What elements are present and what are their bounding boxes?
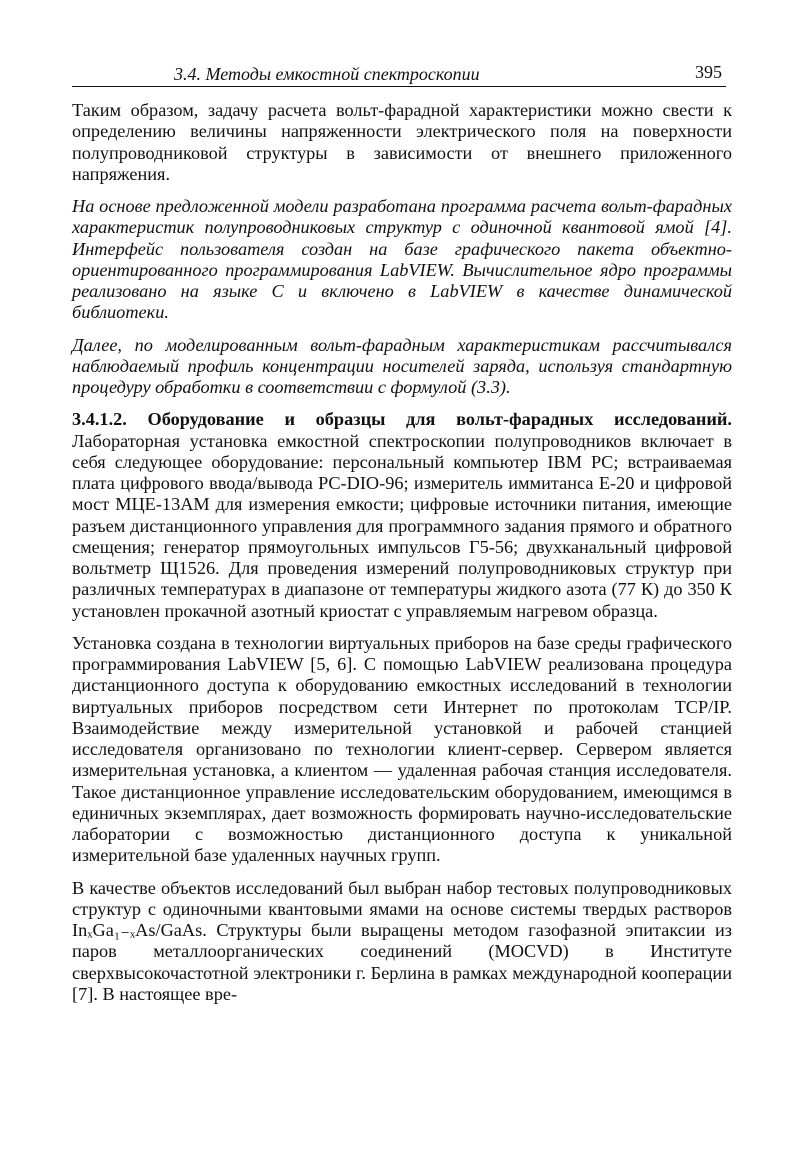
page-header <box>72 58 726 87</box>
paragraph-2: На основе предложенной модели разработана программа расчета вольт-фарадных характеристик полупроводниковых структур с одиночной квантовой ямой [4]. Интерфейс пользователя создан на базе графического пакета объектно-ориентированного программирования LabVIEW. Вычислительное ядро программы реализовано на языке С и включено в LabVIEW в качестве динамической библиотеки. <box>72 196 732 323</box>
paragraph-3: Далее, по моделированным вольт-фарадным характеристикам рассчитывался наблюдаемый профиль концентрации носителей заряда, используя стандартную процедуру обработки в соответствии с формулой (3.3). <box>72 334 732 397</box>
page-number: 395 <box>695 62 722 82</box>
page-body <box>72 100 732 1016</box>
paragraph-6: В качестве объектов исследований был выбран набор тестовых полупроводниковых структур с одиночными квантовыми ямами на основе системы твердых растворов InₓGa₁₋ₓAs/GaAs. Структуры были выращены методом газофазной эпитаксии из паров металлоорганических соединений (MOCVD) в Институте сверхвысокочастотной электроники г. Берлина в рамках международной кооперации [7]. В настоящее вре- <box>72 877 732 1004</box>
section-paragraph <box>72 409 732 622</box>
section-heading: 3.4.1.2. Оборудование и образцы для вольт-фарадных исследований. <box>72 409 732 430</box>
section-text: Лабораторная установка емкостной спектроскопии полупроводников включает в себя следующее оборудование: персональный компьютер IBM PC; встраиваемая плата цифрового ввода/вывода PC-DIO-96; измеритель иммитанса Е-20 и цифровой мост МЦЕ-13АМ для измерения емкости; цифровые источники питания, имеющие разъем дистанционного управления для программного задания прямого и обратного смещения; генератор прямоугольных импульсов Г5-56; двухканальный цифровой вольтметр Щ1526. Для проведения измерений полупроводниковых структур при различных температурах в диапазоне от температуры жидкого азота (77 К) до 350 К установлен прокачной азотный криостат с управляемым нагревом образца. <box>72 430 732 621</box>
paragraph-1: Таким образом, задачу расчета вольт-фарадной характеристики можно свести к определению величины напряженности электрического поля на поверхности полупроводниковой структуры в зависимости от внешнего приложенного напряжения. <box>72 100 732 184</box>
running-title: 3.4. Методы емкостной спектроскопии <box>174 64 480 84</box>
paragraph-5: Установка создана в технологии виртуальных приборов на базе среды графического программирования LabVIEW [5, 6]. С помощью LabVIEW реализована процедура дистанционного доступа к оборудованию емкостных исследований в технологии виртуальных приборов посредством сети Интернет по протоколам TCP/IP. Взаимодействие между измерительной установкой и рабочей станцией исследователя организовано по технологии клиент-сервер. Сервером является измерительная установка, а клиентом — удаленная рабочая станция исследователя. Такое дистанционное управление исследовательским оборудованием, имеющимся в единичных экземплярах, дает возможность формировать научно-исследовательские лаборатории с возможностью дистанционного доступа к уникальной измерительной базе удаленных научных групп. <box>72 632 732 866</box>
